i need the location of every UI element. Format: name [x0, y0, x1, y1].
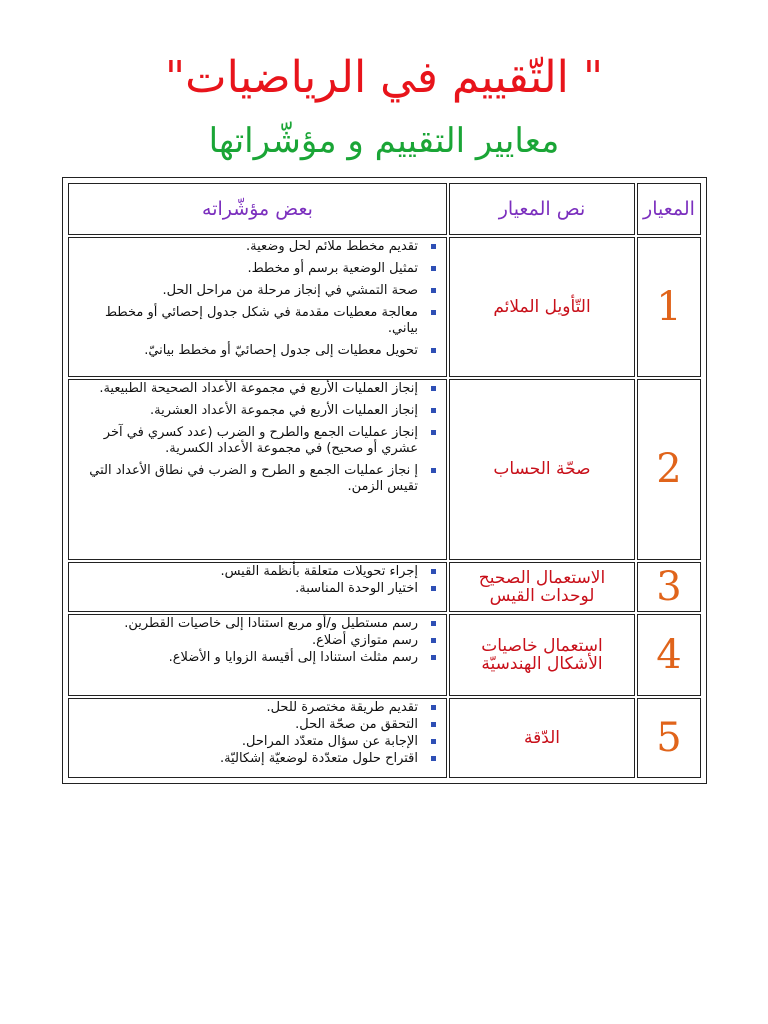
indicators-cell [68, 698, 447, 778]
list-item: اختيار الوحدة المناسبة. [73, 581, 438, 597]
criterion-number: 5 [637, 698, 701, 778]
list-item: إ نجاز عمليات الجمع و الطرح و الضرب في نطاق الأعداد التي تقيس الزمن. [73, 463, 438, 495]
table-header-row [68, 183, 701, 235]
list-item: صحة التمشي في إنجاز مرحلة من مراحل الحل. [73, 283, 438, 299]
bullet-icon [431, 310, 436, 315]
bullet-icon [431, 655, 436, 660]
indicator-list [73, 564, 438, 597]
list-item: إجراء تحويلات متعلقة بأنظمة القيس. [73, 564, 438, 580]
table-row [68, 379, 701, 559]
criterion-number: 2 [637, 379, 701, 559]
list-item: إنجاز العمليات الأربع في مجموعة الأعداد العشرية. [73, 403, 438, 419]
indicators-cell [68, 237, 447, 377]
criteria-table-frame [62, 177, 707, 784]
table-row [68, 562, 701, 612]
bullet-icon [431, 408, 436, 413]
list-item: اقتراح حلول متعدّدة لوضعيّة إشكاليّة. [73, 751, 438, 767]
indicator-list [73, 239, 438, 359]
bullet-icon [431, 638, 436, 643]
indicators-cell [68, 614, 447, 696]
page-subtitle: معايير التقييم و مؤشّراتها [208, 121, 560, 161]
list-item: تقديم طريقة مختصرة للحل. [73, 700, 438, 716]
list-item: معالجة معطيات مقدمة في شكل جدول إحصائي أو مخطط بياني. [73, 305, 438, 337]
indicators-cell [68, 379, 447, 559]
indicator-list [73, 381, 438, 495]
bullet-icon [431, 586, 436, 591]
bullet-icon [431, 468, 436, 473]
bullet-icon [431, 266, 436, 271]
criterion-text: استعمال خاصيات الأشكال الهندسيّة [449, 614, 635, 696]
bullet-icon [431, 244, 436, 249]
page-title: " التّقييم في الرياضيات" [164, 52, 604, 103]
list-item: التحقق من صحّة الحل. [73, 717, 438, 733]
list-item: تحويل معطيات إلى جدول إحصائيّ أو مخطط بيانيّ. [73, 343, 438, 359]
criterion-number: 4 [637, 614, 701, 696]
criteria-table [66, 181, 703, 780]
list-item: رسم مثلث استنادا إلى أقيسة الزوايا و الأضلاع. [73, 650, 438, 666]
criterion-number: 1 [637, 237, 701, 377]
criterion-text: الاستعمال الصحيح لوحدات القيس [449, 562, 635, 612]
bullet-icon [431, 569, 436, 574]
bullet-icon [431, 705, 436, 710]
bullet-icon [431, 739, 436, 744]
bullet-icon [431, 348, 436, 353]
criterion-number: 3 [637, 562, 701, 612]
indicator-list [73, 616, 438, 666]
indicator-list [73, 700, 438, 767]
header-indicators: بعض مؤشّراته [68, 183, 447, 235]
bullet-icon [431, 430, 436, 435]
criterion-text: التّأويل الملائم [449, 237, 635, 377]
list-item: الإجابة عن سؤال متعدّد المراحل. [73, 734, 438, 750]
bullet-icon [431, 288, 436, 293]
bullet-icon [431, 621, 436, 626]
list-item: تقديم مخطط ملائم لحل وضعية. [73, 239, 438, 255]
criterion-text: الدّقة [449, 698, 635, 778]
header-number: المعيار [637, 183, 701, 235]
bullet-icon [431, 756, 436, 761]
list-item: رسم مستطيل و/أو مربع استنادا إلى خاصيات القطرين. [73, 616, 438, 632]
table-row [68, 237, 701, 377]
criterion-text: صحّة الحساب [449, 379, 635, 559]
list-item: إنجاز العمليات الأربع في مجموعة الأعداد الصحيحة الطبيعية. [73, 381, 438, 397]
list-item: تمثيل الوضعية برسم أو مخطط. [73, 261, 438, 277]
bullet-icon [431, 722, 436, 727]
table-row [68, 614, 701, 696]
header-criterion: نص المعيار [449, 183, 635, 235]
indicators-cell [68, 562, 447, 612]
list-item: إنجاز عمليات الجمع والطرح و الضرب (عدد كسري في آخر عشري أو صحيح) في مجموعة الأعداد الكسرية. [73, 425, 438, 457]
bullet-icon [431, 386, 436, 391]
table-row [68, 698, 701, 778]
list-item: رسم متوازي أضلاع. [73, 633, 438, 649]
